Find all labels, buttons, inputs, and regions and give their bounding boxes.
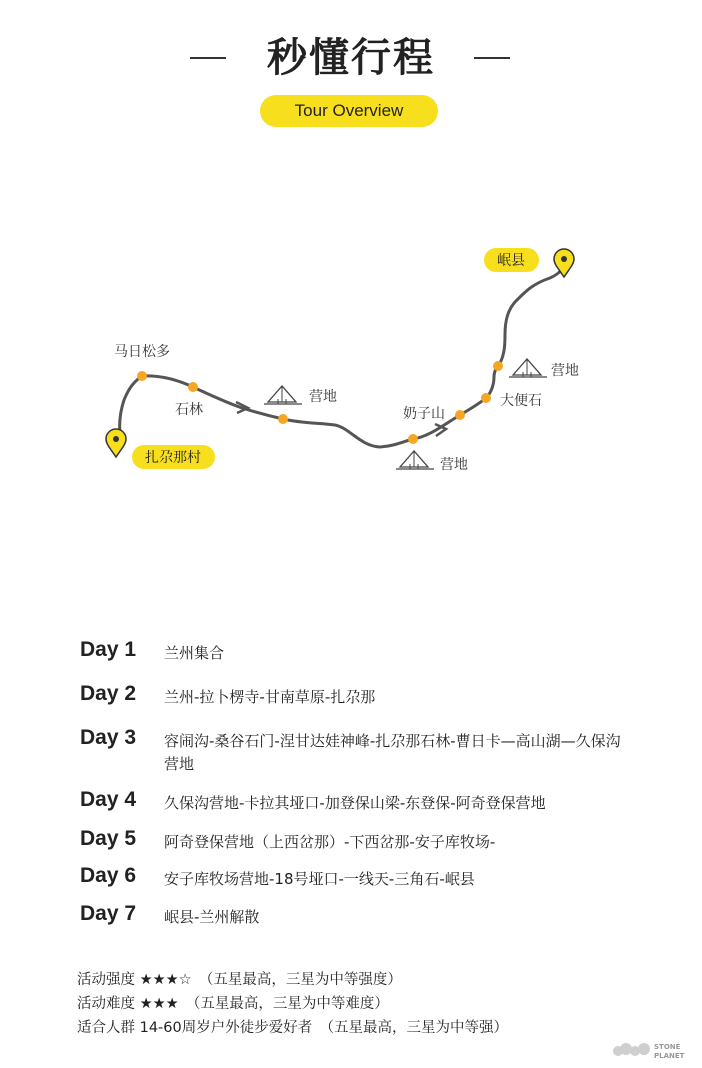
note-audience: 适合人群 14-60周岁户外徒步爱好者 （五星最高，三星为中等强）: [77, 1020, 508, 1036]
day-text: 容闹沟-桑谷石门-涅甘达娃神峰-扎尕那石林-曹日卡—高山湖—久保沟营地: [164, 732, 621, 773]
tour-overview-pill: Tour Overview: [260, 95, 438, 127]
day-label: Day 5: [80, 827, 137, 850]
tent-icon-camp1: [264, 386, 302, 404]
stone-planet-logo-mark: [613, 1043, 650, 1056]
label-dabianshi: 大便石: [500, 393, 542, 409]
label-naizishan: 奶子山: [403, 406, 445, 422]
day-text: 阿奇登保营地（上西岔那）-下西岔那-安子库牧场-: [164, 833, 496, 851]
tent-icon-camp2: [396, 451, 434, 469]
logo-text-line1: STONE: [654, 1043, 681, 1051]
day-text: 岷县-兰州解散: [164, 908, 260, 926]
stop-shilin: [188, 382, 198, 392]
stone-planet-logo: [612, 1038, 692, 1064]
day-text: 兰州-拉卜楞寺-甘南草原-扎尕那: [164, 688, 376, 706]
stop-naizishan-2: [455, 410, 465, 420]
start-tag-label: 扎尕那村: [145, 450, 201, 466]
stop-naizishan-1: [408, 434, 418, 444]
stop-maris: [137, 371, 147, 381]
day-label: Day 2: [80, 682, 137, 705]
label-camp1: 营地: [309, 389, 337, 405]
note-difficulty: 活动难度 ★★★ （五星最高，三星为中等难度）: [77, 996, 389, 1012]
logo-text-line2: PLANET: [654, 1052, 685, 1060]
stop-camp1: [278, 414, 288, 424]
note-intensity: 活动强度 ★★★☆ （五星最高，三星为中等强度）: [77, 972, 402, 988]
day-label: Day 3: [80, 726, 137, 749]
title-divider-right: [474, 57, 510, 59]
day-label: Day 4: [80, 788, 137, 811]
stop-dabianshi: [481, 393, 491, 403]
label-shilin: 石林: [175, 402, 203, 418]
stop-camp3: [493, 361, 503, 371]
day-text: 兰州集合: [164, 644, 225, 662]
day-text: 安子库牧场营地-18号垭口-一线天-三角石-岷县: [164, 870, 475, 888]
route-map: [0, 220, 702, 500]
page-title: 秒懂行程: [267, 35, 435, 81]
start-pin-icon: [106, 429, 126, 457]
label-camp3: 营地: [551, 363, 579, 379]
day-label: Day 7: [80, 902, 137, 925]
route-line: [120, 268, 564, 447]
tent-icon-camp3: [509, 359, 547, 377]
day-label: Day 6: [80, 864, 137, 887]
title-section: [0, 30, 702, 90]
activity-notes: [77, 968, 508, 1040]
label-maris: 马日松多: [114, 344, 170, 360]
day-label: Day 1: [80, 638, 137, 661]
day-text: 久保沟营地-卡拉其垭口-加登保山梁-东登保-阿奇登保营地: [164, 794, 546, 812]
label-camp2: 营地: [440, 457, 468, 473]
end-tag-label: 岷县: [497, 253, 525, 269]
